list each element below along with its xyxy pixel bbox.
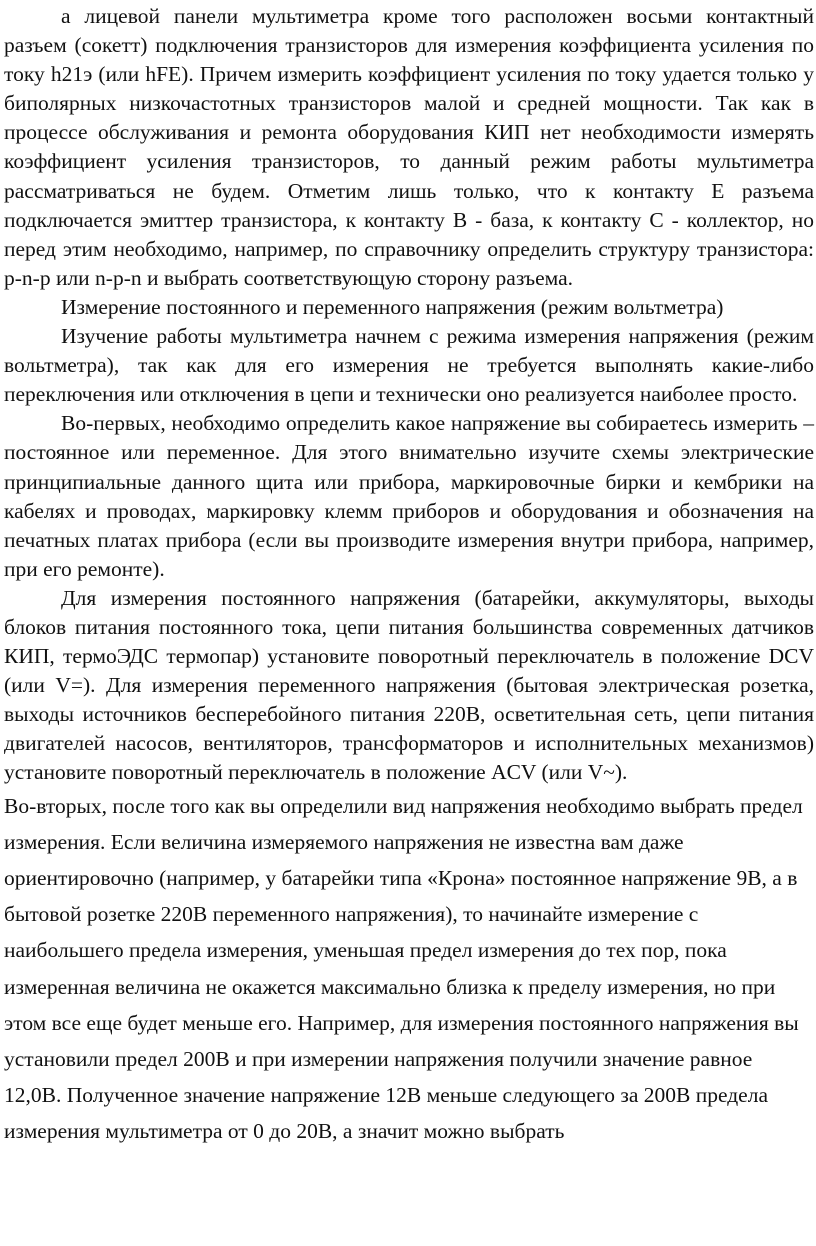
paragraph-transistor-socket: а лицевой панели мультиметра кроме того расположен восьми контактный разъем (сокетт) подключения транзисторов для измерения коэффициента усиления по току h21э (или hFE). Причем измерить коэффициент усиления по току удается только у биполярных низкочастотных транзисторов малой и средней мощности. Так как в процессе обслуживания и ремонта оборудования КИП нет необходимости измерять коэффициент усиления транзисторов, то данный режим работы мультиметра рассматриваться не будем. Отметим лишь только, что к контакту Е разъема подключается эмиттер транзистора, к контакту В - база, к контакту С - коллектор, но перед этим необходимо, например, по справочнику определить структуру транзистора: p-n-p или n-p-n и выбрать соответствующую сторону разъема. [4, 4, 814, 290]
section-heading-voltage: Измерение постоянного и переменного напряжения (режим вольтметра) [61, 294, 724, 319]
paragraph-firstly: Во-первых, необходимо определить какое напряжение вы собираетесь измерить – постоянное или переменное. Для этого внимательно изучите схемы электрические принципиальные данного щита или прибора, маркировочные бирки и кембрики на кабелях и проводах, маркировку клемм приборов и оборудования и обозначения на печатных платах прибора (если вы производите измерения внутри прибора, например, при его ремонте). [4, 411, 814, 581]
paragraph-secondly: Во-вторых, после того как вы определили вид напряжения необходимо выбрать предел измерения. Если величина измеряемого напряжения не известна вам даже ориентировочно (например, у батарейки типа «Крона» постоянное напряжение 9В, а в бытовой розетке 220В переменного напряжения), то начинайте измерение с наибольшего предела измерения, уменьшая предел измерения до тех пор, пока измеренная величина не окажется максимально близка к пределу измерения, но при этом все еще будет меньше его. Например, для измерения постоянного напряжения вы установили предел 200В и при измерении напряжения получили значение равное 12,0В. Полученное значение напряжение 12В меньше следующего за 200В предела измерения мультиметра от 0 до 20В, а значит можно выбрать [4, 793, 803, 1144]
loose-text-block [4, 788, 814, 1150]
paragraph-voltmeter-intro: Изучение работы мультиметра начнем с режима измерения напряжения (режим вольтметра), так как для его измерения не требуется выполнять какие-либо переключения или отключения в цепи и технически оно реализуется наиболее просто. [4, 324, 814, 407]
justified-text-block [4, 2, 814, 788]
paragraph-dc-ac-switch: Для измерения постоянного напряжения (батарейки, аккумуляторы, выходы блоков питания постоянного тока, цепи питания большинства современных датчиков КИП, термоЭДС термопар) установите поворотный переключатель в положение DCV (или V=). Для измерения переменного напряжения (бытовая электрическая розетка, выходы источников бесперебойного питания 220В, осветительная сеть, цепи питания двигателей насосов, вентиляторов, трансформаторов и исполнительных механизмов) установите поворотный переключатель в положение ACV (или V~). [4, 585, 814, 785]
